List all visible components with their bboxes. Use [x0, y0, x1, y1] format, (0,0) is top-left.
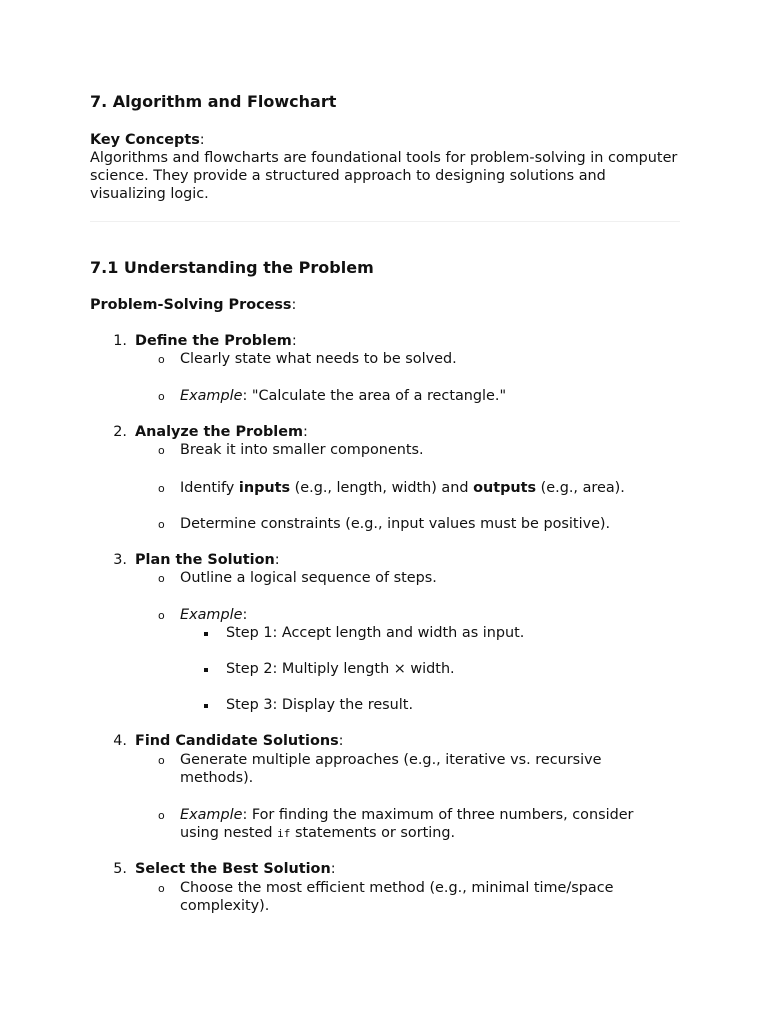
step-label: Analyze the Problem: [135, 424, 308, 440]
circle-bullet-icon: o [158, 754, 165, 767]
square-bullet-icon [204, 704, 208, 708]
bullet-text-continued: complexity). [180, 898, 270, 914]
step-label: Find Candidate Solutions: [135, 733, 344, 749]
step-label: Define the Problem: [135, 333, 297, 349]
bullet-text-continued: methods). [180, 770, 254, 786]
circle-bullet-icon: o [158, 809, 165, 822]
circle-bullet-icon: o [158, 444, 165, 457]
circle-bullet-icon: o [158, 882, 165, 895]
bullet-text: Generate multiple approaches (e.g., iterative vs. recursive [180, 752, 602, 768]
divider [90, 221, 680, 222]
section-title: 7. Algorithm and Flowchart [90, 92, 337, 111]
bullet-text: Example: For finding the maximum of three numbers, consider [180, 807, 634, 823]
circle-bullet-icon: o [158, 518, 165, 531]
bullet-text: Break it into smaller components. [180, 442, 424, 458]
process-heading: Problem-Solving Process: [90, 297, 297, 313]
key-concepts-heading: Key Concepts: [90, 132, 205, 148]
square-bullet-icon [204, 668, 208, 672]
step-label: Plan the Solution: [135, 552, 280, 568]
subsection-title: 7.1 Understanding the Problem [90, 258, 374, 277]
sub-bullet-text: Step 2: Multiply length × width. [226, 661, 455, 677]
step-label: Select the Best Solution: [135, 861, 336, 877]
bullet-text: Example: [180, 607, 248, 623]
circle-bullet-icon: o [158, 572, 165, 585]
bullet-text: Clearly state what needs to be solved. [180, 351, 457, 367]
sub-bullet-text: Step 3: Display the result. [226, 697, 414, 713]
circle-bullet-icon: o [158, 353, 165, 366]
square-bullet-icon [204, 632, 208, 636]
circle-bullet-icon: o [158, 609, 165, 622]
bullet-text: Determine constraints (e.g., input values must be positive). [180, 516, 611, 532]
bullet-text-continued: using nested if statements or sorting. [180, 825, 456, 841]
circle-bullet-icon: o [158, 390, 165, 403]
bullet-text: Choose the most efficient method (e.g., minimal time/space [180, 880, 614, 896]
sub-bullet-text: Step 1: Accept length and width as input. [226, 625, 525, 641]
bullet-text: Outline a logical sequence of steps. [180, 570, 437, 586]
bullet-text: Example: "Calculate the area of a rectangle." [180, 388, 507, 404]
bullet-text: Identify inputs (e.g., length, width) and outputs (e.g., area). [180, 480, 625, 496]
circle-bullet-icon: o [158, 482, 165, 495]
intro-paragraph: Algorithms and flowcharts are foundational tools for problem-solving in computer science. They provide a structured approach to designing solutions and visualizing logic. [90, 150, 678, 202]
